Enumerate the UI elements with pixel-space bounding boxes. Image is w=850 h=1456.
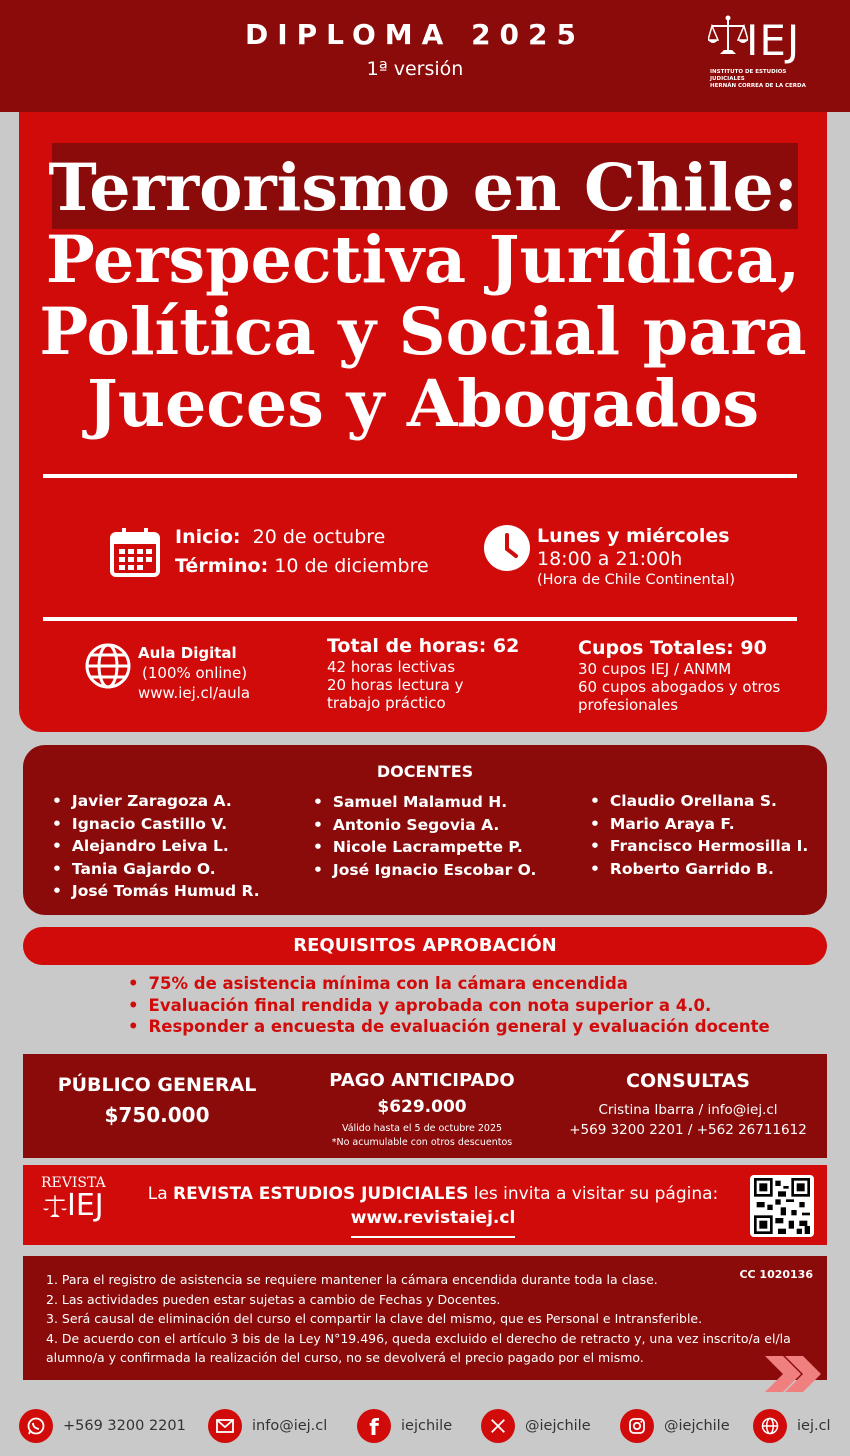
footer-whatsapp[interactable] (19, 1409, 186, 1443)
cupos-totales (578, 636, 780, 714)
requisitos-list (128, 973, 770, 1038)
list-item: • Roberto Garrido B. (590, 858, 808, 881)
list-item: • 75% de asistencia mínima con la cámara encendida (128, 973, 770, 995)
calendar-icon (109, 526, 161, 578)
divider (43, 617, 797, 621)
list-item: • Tania Gajardo O. (52, 858, 260, 881)
class-time: 18:00 a 21:00h (537, 548, 683, 570)
course-card (19, 112, 827, 732)
globe-icon (753, 1409, 787, 1443)
footer-facebook[interactable] (357, 1409, 452, 1443)
list-item: • Mario Araya F. (590, 813, 808, 836)
dates (175, 523, 429, 581)
facebook-icon: f (357, 1409, 391, 1443)
revista-url-wrap (133, 1206, 733, 1238)
list-item: • Javier Zaragoza A. (52, 790, 260, 813)
cupos-line: 60 cupos abogados y otros (578, 678, 781, 696)
anticipado-title: PAGO ANTICIPADO (329, 1070, 515, 1091)
total-horas (327, 634, 519, 712)
revista-url-link[interactable]: www.revistaiej.cl (351, 1206, 516, 1238)
mail-icon (208, 1409, 242, 1443)
list-item: • Samuel Malamud H. (313, 791, 536, 814)
horas-line: 20 horas lectura y (327, 676, 464, 694)
diploma-edition: 1ª versión (366, 58, 464, 80)
x-icon (481, 1409, 515, 1443)
double-chevron-right-icon (761, 1352, 827, 1396)
revista-logo-iej: IEJ (67, 1188, 104, 1223)
inicio-value: 20 de octubre (252, 526, 386, 548)
clock-icon (484, 525, 530, 571)
list-item: • Francisco Hermosilla I. (590, 835, 808, 858)
note-item: 3. Será causal de eliminación del curso el compartir la clave del mismo, que es Personal e Intransferible. (46, 1311, 703, 1326)
publico-price: $750.000 (104, 1103, 210, 1127)
consultas (553, 1070, 823, 1140)
horas-title: Total de horas: 62 (327, 635, 520, 657)
docentes-section (23, 745, 827, 915)
list-item: • Alejandro Leiva L. (52, 835, 260, 858)
email-address: info@iej.cl (252, 1418, 328, 1434)
notes-section (23, 1256, 827, 1380)
scales-of-justice-icon (708, 14, 748, 64)
revista-logo (41, 1175, 111, 1237)
list-item: • Claudio Orellana S. (590, 790, 808, 813)
divider (43, 474, 797, 478)
publico-general (23, 1073, 291, 1133)
requisitos-title: REQUISITOS APROBACIÓN (23, 927, 827, 965)
publico-title: PÚBLICO GENERAL (57, 1074, 257, 1096)
iej-logo (706, 14, 816, 94)
class-timezone: (Hora de Chile Continental) (537, 572, 735, 588)
qr-code[interactable] (750, 1175, 814, 1237)
footer-web[interactable] (753, 1409, 831, 1443)
class-days: Lunes y miércoles (537, 525, 730, 547)
aula-digital (138, 643, 250, 703)
scales-of-justice-icon (43, 1193, 67, 1223)
course-title: Terrorismo en Chile: Perspectiva Jurídica, Política y Social para Jueces y Abogados (39, 150, 807, 442)
horas-line: trabajo práctico (327, 694, 446, 712)
diploma-title: DIPLOMA 2025 (244, 18, 586, 51)
cc-code: CC 1020136 (739, 1268, 813, 1281)
notes-list (46, 1270, 821, 1368)
pricing-section (23, 1054, 827, 1158)
header (0, 0, 850, 112)
cupos-line: profesionales (578, 696, 679, 714)
consultas-phones: +569 3200 2201 / +562 26711612 (569, 1122, 807, 1138)
class-schedule (537, 524, 735, 590)
cupos-line: 30 cupos IEJ / ANMM (578, 660, 732, 678)
footer-x[interactable] (481, 1409, 591, 1443)
aula-sub: (100% online) (142, 664, 248, 682)
inicio-label: Inicio: (175, 526, 241, 548)
anticipado-note: Válido hasta el 5 de octubre 2025 (341, 1123, 503, 1134)
qr-code-icon (754, 1178, 810, 1234)
list-item: • Evaluación final rendida y aprobada con nota superior a 4.0. (128, 995, 770, 1017)
termino-value: 10 de diciembre (274, 555, 429, 577)
iej-logo-text: IEJ (746, 16, 801, 65)
revista-section (23, 1165, 827, 1245)
pago-anticipado (291, 1070, 553, 1150)
list-item: • Nicole Lacrampette P. (313, 836, 536, 859)
note-item: 2. Las actividades pueden estar sujetas a cambio de Fechas y Docentes. (46, 1291, 501, 1307)
horas-line: 42 horas lectivas (327, 658, 456, 676)
consultas-contact: Cristina Ibarra / info@iej.cl (598, 1102, 778, 1118)
docentes-col-3 (590, 790, 808, 880)
whatsapp-icon (19, 1409, 53, 1443)
docentes-title: DOCENTES (376, 762, 474, 781)
list-item: • Ignacio Castillo V. (52, 813, 260, 836)
instagram-handle: @iejchile (664, 1418, 730, 1434)
aula-title: Aula Digital (138, 644, 237, 662)
facebook-handle: iejchile (401, 1418, 453, 1434)
aula-url[interactable]: www.iej.cl/aula (138, 684, 251, 702)
consultas-title: CONSULTAS (626, 1070, 750, 1092)
list-item: • Responder a encuesta de evaluación general y evaluación docente (128, 1016, 770, 1038)
footer-email[interactable] (208, 1409, 327, 1443)
list-item: • José Ignacio Escobar O. (313, 859, 536, 882)
anticipado-note: *No acumulable con otros descuentos (331, 1137, 513, 1148)
docentes-col-1 (52, 790, 260, 903)
iej-logo-caption: INSTITUTO DE ESTUDIOS JUDICIALES HERNÁN CORREA DE LA CERDA (710, 69, 806, 89)
termino-label: Término: (175, 555, 269, 577)
revista-invite: La REVISTA ESTUDIOS JUDICIALES les invita a visitar su página: (147, 1184, 719, 1204)
website: iej.cl (797, 1418, 831, 1434)
footer (0, 1400, 850, 1456)
anticipado-price: $629.000 (377, 1097, 467, 1117)
instagram-icon (620, 1409, 654, 1443)
x-handle: @iejchile (525, 1418, 591, 1434)
note-item: 4. De acuerdo con el artículo 3 bis de la Ley N°19.496, queda excluido el derecho de retracto y, una vez inscrito/a el/la alumno/a y confirmada la realización del curso, no se devolverá el precio pagado por el mismo. (46, 1330, 791, 1365)
revista-logo-label: REVISTA (41, 1175, 106, 1191)
whatsapp-number: +569 3200 2201 (63, 1418, 186, 1434)
cupos-title: Cupos Totales: 90 (578, 637, 767, 659)
docentes-col-2 (313, 791, 536, 881)
globe-icon (84, 642, 132, 690)
list-item: • Antonio Segovia A. (313, 814, 536, 837)
list-item: • José Tomás Humud R. (52, 880, 260, 903)
note-item: 1. Para el registro de asistencia se requiere mantener la cámara encendida durante toda la clase. (46, 1272, 658, 1287)
footer-instagram[interactable] (620, 1409, 730, 1443)
